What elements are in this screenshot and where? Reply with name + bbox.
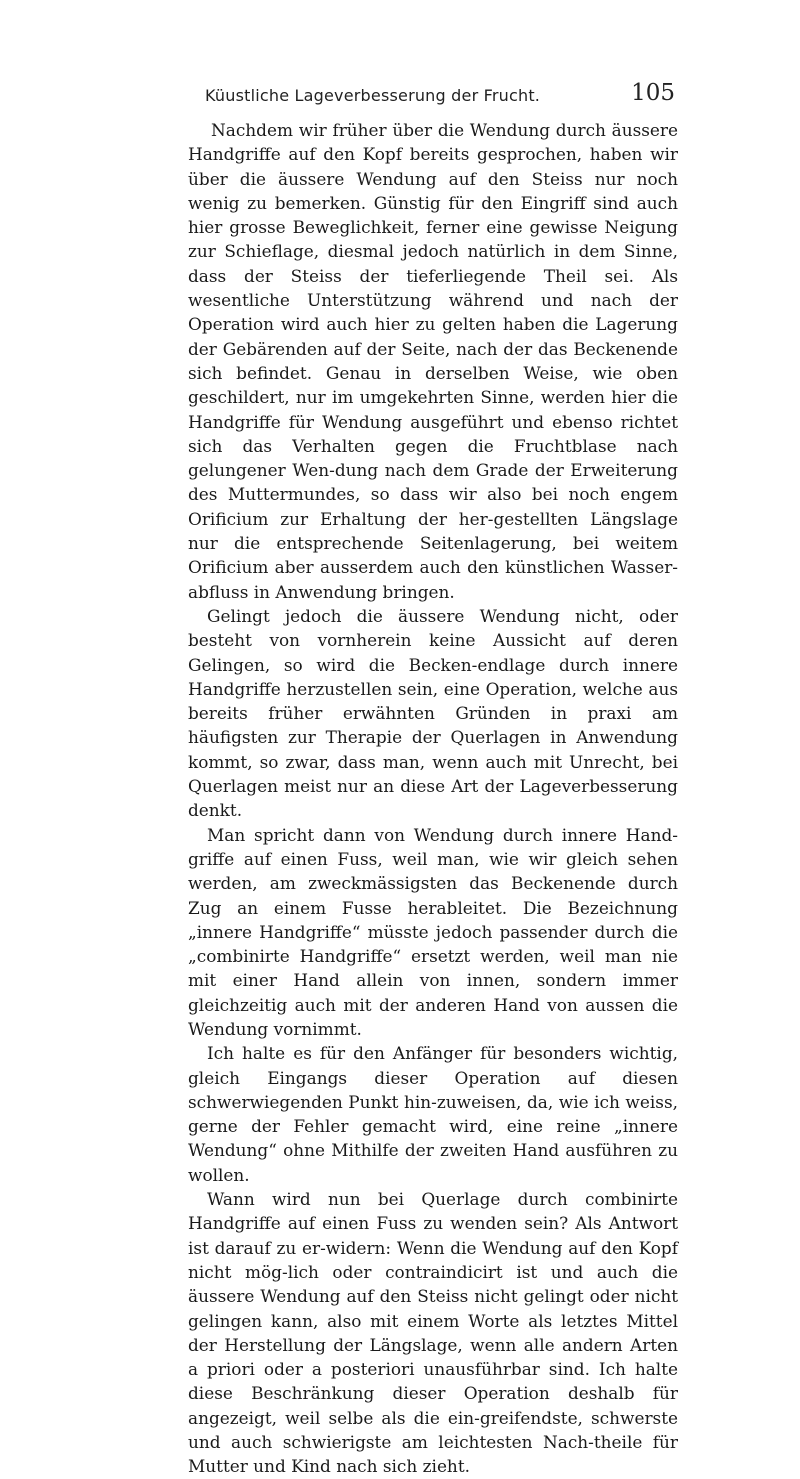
paragraph: Ich halte es für den Anfänger für besonders wichtig, gleich Eingangs dieser Operation auf diesen schwerwiegenden Punkt hin-zuweisen, da, wie ich weiss, gerne der Fehler gemacht wird, eine reine „innere Wendung“ ohne Mithilfe der zweiten Hand ausführen zu wollen.	[188, 1043, 678, 1185]
paragraph: Wann wird nun bei Querlage durch combinirte Handgriffe auf einen Fuss zu wenden sein? Als Antwort ist darauf zu er-widern: Wenn die Wendung auf den Kopf nicht mög-lich oder contraindicirt ist und auch die äussere Wendung auf den Steiss nicht gelingt oder nicht gelingen kann, also mit einem Worte als letztes Mittel der Herstellung der Längslage, wenn alle andern Arten a priori oder a posteriori unausführbar sind. Ich halte diese Beschränkung dieser Operation deshalb für angezeigt, weil selbe als die ein-greifendste, schwerste und auch schwierigste am leichtesten Nach-theile für Mutter und Kind nach sich zieht.	[188, 1189, 678, 1477]
paragraph: Gelingt jedoch die äussere Wendung nicht, oder besteht von vornherein keine Aussicht auf deren Gelingen, so wird die Becken-endlage durch innere Handgriffe herzustellen sein, eine Operation, welche aus bereits früher erwähnten Gründen in praxi am häufigsten zur Therapie der Querlagen in Anwendung kommt, so zwar, dass man, wenn auch mit Unrecht, bei Querlagen meist nur an diese Art der Lageverbesserung denkt.	[188, 605, 678, 821]
paragraph: Nachdem wir früher über die Wendung durch äussere Handgriffe auf den Kopf bereits gesprochen, haben wir über die äussere Wendung auf den Steiss nur noch wenig zu bemerken. Günstig für den Eingriff sind auch hier grosse Beweglichkeit, ferner eine gewisse Neigung zur Schieflage, diesmal jedoch natürlich in dem Sinne, dass der Steiss der tieferliegende Theil sei. Als wesentliche Unterstützung während und nach der Operation wird auch hier zu gelten haben die Lagerung der Gebärenden auf der Seite, nach der das Beckenende sich befindet. Genau in derselben Weise, wie oben geschildert, nur im umgekehrten Sinne, werden hier die Handgriffe für Wendung ausgeführt und ebenso richtet sich das Verhalten gegen die Fruchtblase nach gelungener Wen-dung nach dem Grade der Erweiterung des Muttermundes, so dass wir also bei noch engem Orificium zur Erhaltung der her-gestellten Längslage nur die entsprechende Seitenlagerung, bei weitem Orificium aber ausserdem auch den künstlichen Wasser-abfluss in Anwendung bringen.	[188, 120, 678, 602]
page-number: 105	[631, 80, 675, 106]
paragraph: Man spricht dann von Wendung durch innere Hand-griffe auf einen Fuss, weil man, wie wir gleich sehen werden, am zweckmässigsten das Beckenende durch Zug an einem Fusse herableitet. Die Bezeichnung „innere Handgriffe“ müsste jedoch passender durch die „combinirte Handgriffe“ ersetzt werden, weil man nie mit einer Hand allein von innen, sondern immer gleichzeitig auch mit der anderen Hand von aussen die Wendung vornimmt.	[188, 824, 678, 1039]
running-head	[205, 78, 675, 110]
running-title: Küustliche Lageverbesserung der Frucht.	[205, 86, 541, 105]
body-text	[188, 118, 678, 1479]
